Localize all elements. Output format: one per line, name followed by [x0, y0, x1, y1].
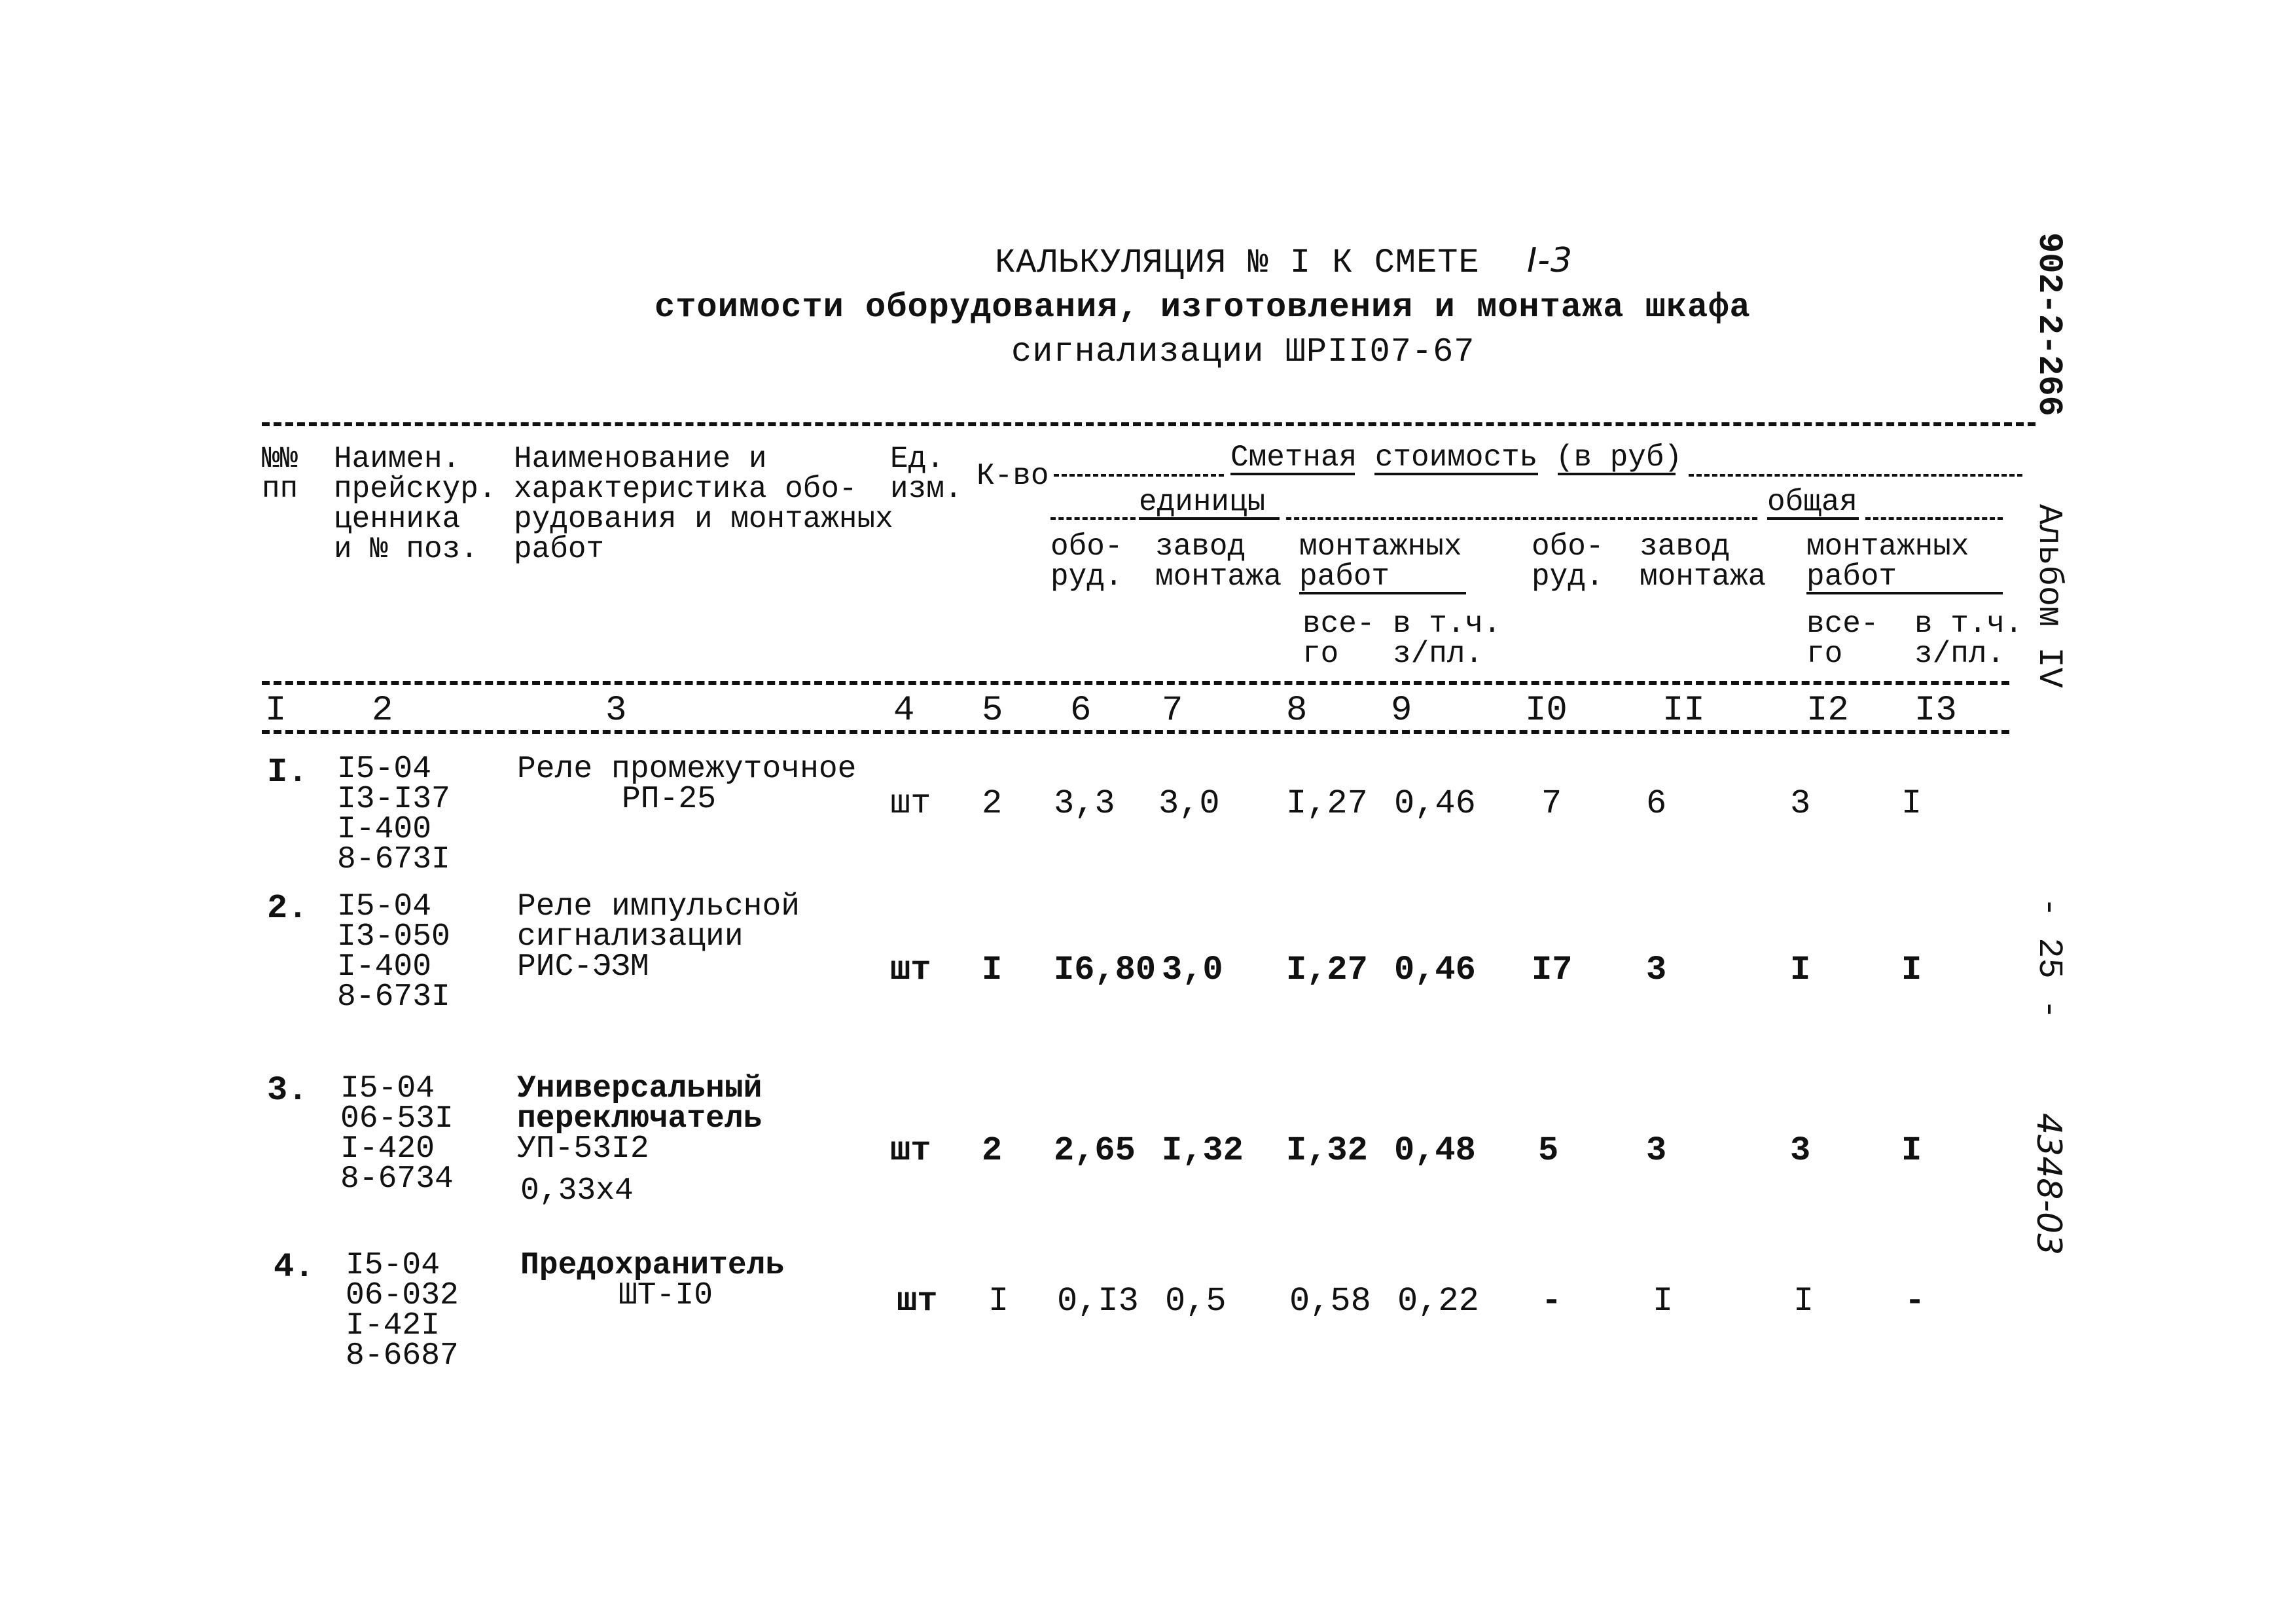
unit-cell: шт [890, 784, 931, 823]
header-bottom-rule [262, 681, 2009, 685]
colnum-10: I0 [1525, 691, 1568, 731]
unit-cell: шт [890, 951, 931, 989]
unit-rule-right [1286, 517, 1757, 520]
total-rule-right [1865, 517, 2003, 520]
colnum-1: I [265, 691, 287, 731]
hdr-unit-wages: в т.ч. з/пл. [1393, 607, 1501, 671]
unit-cell: шт [890, 1131, 931, 1170]
group-underline-1 [1230, 473, 1355, 475]
cell-11: 3 [1646, 951, 1667, 989]
hdr-col-1: №№ пп [262, 442, 298, 506]
hdr-unit-all: все- го [1302, 607, 1375, 671]
total-mount-underline [1806, 592, 2003, 594]
colnum-6: 6 [1070, 691, 1092, 731]
cell-13: I [1901, 951, 1922, 989]
cell-13: I [1901, 1131, 1922, 1170]
hdr-total-equip: обо- руд. [1532, 530, 1604, 594]
cell-9: 0,48 [1394, 1131, 1476, 1170]
group-rule-left [1054, 474, 1224, 477]
hdr-col-3: Наименование и характеристика обо- рудования и монтажных работ [514, 442, 893, 566]
cell-12: 3 [1790, 1131, 1811, 1170]
cell-12: I [1790, 951, 1811, 989]
item-model: РП-25 [622, 782, 717, 817]
cell-8: 0,58 [1289, 1282, 1371, 1321]
cell-9: 0,46 [1394, 784, 1476, 823]
hdr-unit-mount: монтажных работ [1299, 530, 1462, 594]
item-name: Предохранитель [520, 1248, 785, 1283]
colnum-bottom-rule [262, 730, 2009, 734]
row-number: 3. [267, 1071, 308, 1110]
hdr-unit-factory: завод монтажа [1155, 530, 1282, 594]
colnum-13: I3 [1914, 691, 1957, 731]
cell-10: 5 [1538, 1131, 1559, 1170]
calc-title: КАЛЬКУЛЯЦИЯ № I К СМЕТЕ [995, 244, 1480, 282]
item-name: Реле импульсной сигнализации РИС-ЭЗМ [517, 889, 800, 985]
price-codes: I5-04 06-032 I-42I 8-6687 [346, 1248, 459, 1374]
colnum-7: 7 [1162, 691, 1183, 731]
colnum-3: 3 [605, 691, 627, 731]
total-underline [1767, 517, 1859, 520]
cell-7: 3,0 [1158, 784, 1220, 823]
colnum-2: 2 [372, 691, 393, 731]
hdr-total-mount: монтажных работ [1806, 530, 1969, 594]
hdr-unit: единицы [1139, 485, 1266, 519]
cell-8: I,27 [1286, 784, 1368, 823]
cell-11: I [1653, 1282, 1674, 1321]
cell-12: I [1793, 1282, 1814, 1321]
item-model: ШТ-I0 [619, 1278, 713, 1313]
colnum-11: II [1662, 691, 1705, 731]
cell-13: I [1901, 784, 1922, 823]
item-name: Реле промежуточное [517, 752, 857, 787]
hdr-unit-equip: обо- руд. [1050, 530, 1123, 594]
inventory-number: 4348-03 [2029, 1113, 2068, 1256]
qty-cell: I [988, 1282, 1009, 1321]
qty-cell: 2 [982, 1131, 1003, 1170]
cell-6: I6,80 [1054, 951, 1157, 989]
album-label: Альбом IV [2030, 504, 2068, 688]
cell-10: - [1541, 1282, 1562, 1321]
hdr-total-all: все- го [1806, 607, 1879, 671]
hdr-col-5: К-во [977, 459, 1049, 493]
cell-11: 6 [1646, 784, 1667, 823]
cell-12: 3 [1790, 784, 1811, 823]
price-codes: I5-04 I3-050 I-400 8-673I [337, 889, 450, 1015]
title-line-2: стоимости оборудования, изготовления и монтажа шкафа [655, 288, 1751, 327]
cell-10: I7 [1532, 951, 1573, 989]
colnum-4: 4 [893, 691, 915, 731]
estimate-ref: I-3 [1526, 241, 1573, 280]
qty-cell: 2 [982, 784, 1003, 823]
unit-rule-left [1050, 517, 1136, 520]
unit-underline [1139, 517, 1280, 520]
unit-mount-underline [1299, 592, 1466, 594]
cell-7: 3,0 [1162, 951, 1223, 989]
hdr-group: Сметная стоимость (в руб) [1230, 441, 1683, 475]
colnum-5: 5 [982, 691, 1003, 731]
group-underline-3 [1558, 473, 1676, 475]
colnum-8: 8 [1286, 691, 1308, 731]
cell-6: 3,3 [1054, 784, 1115, 823]
colnum-9: 9 [1391, 691, 1412, 731]
group-underline-2 [1374, 473, 1538, 475]
colnum-12: I2 [1806, 691, 1849, 731]
cell-11: 3 [1646, 1131, 1667, 1170]
unit-cell: шт [897, 1282, 938, 1321]
hdr-col-4: Ед. изм. [890, 442, 963, 506]
row-number: 4. [274, 1248, 315, 1286]
title-line-3: сигнализации ШРII07-67 [1011, 333, 1475, 371]
hdr-total-factory: завод монтажа [1640, 530, 1767, 594]
hdr-total: общая [1767, 485, 1858, 519]
cell-9: 0,46 [1394, 951, 1476, 989]
price-codes: I5-04 06-53I I-420 8-6734 [340, 1071, 454, 1197]
hdr-total-wages: в т.ч. з/пл. [1914, 607, 2023, 671]
row-number: 2. [267, 889, 308, 928]
item-extra: 0,33х4 [520, 1173, 634, 1209]
cell-8: I,27 [1286, 951, 1368, 989]
cell-7: 0,5 [1165, 1282, 1227, 1321]
cell-9: 0,22 [1397, 1282, 1479, 1321]
price-codes: I5-04 I3-I37 I-400 8-673I [337, 752, 450, 877]
group-rule-right [1689, 474, 2022, 477]
cell-13: - [1905, 1282, 1926, 1321]
item-name: Универсальный переключатель УП-53I2 [517, 1071, 762, 1167]
cell-8: I,32 [1286, 1131, 1368, 1170]
table-top-rule [262, 422, 2036, 426]
hdr-col-2: Наимен. прейскур. ценника и № поз. [334, 442, 497, 566]
cell-10: 7 [1541, 784, 1562, 823]
cell-6: 0,I3 [1057, 1282, 1139, 1321]
cell-6: 2,65 [1054, 1131, 1136, 1170]
title-line-1 [995, 241, 1573, 282]
doc-code: 902-2-266 [2030, 232, 2068, 416]
cell-7: I,32 [1162, 1131, 1244, 1170]
row-number: I. [267, 753, 308, 792]
qty-cell: I [982, 951, 1003, 989]
page-number: - 25 - [2030, 897, 2068, 1020]
